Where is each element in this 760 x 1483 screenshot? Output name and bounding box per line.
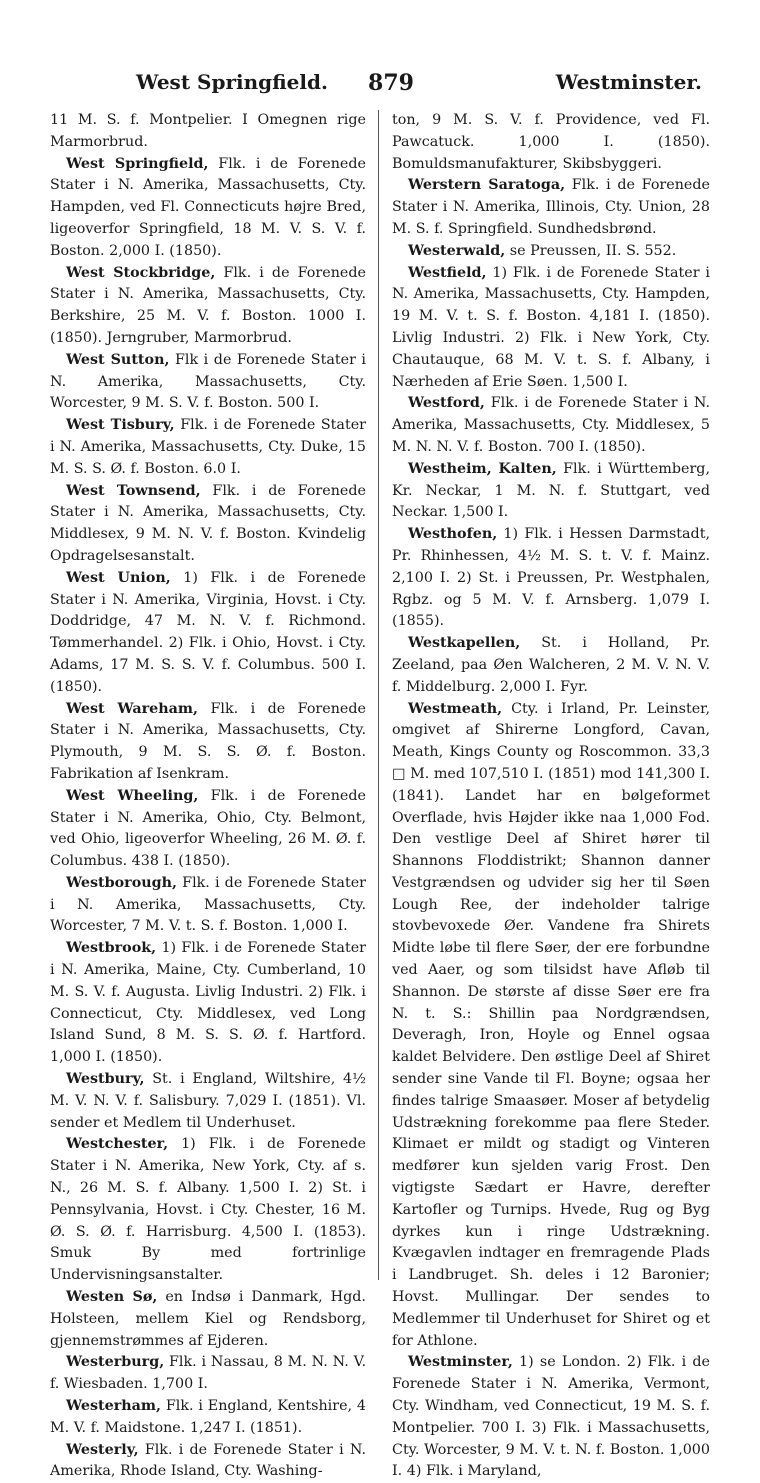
entry xyxy=(50,350,366,415)
right-column xyxy=(392,110,711,1480)
headword: Westhofen, xyxy=(408,526,498,543)
entry xyxy=(50,481,366,568)
headword: West Sutton, xyxy=(66,351,170,368)
headword: Westfield, xyxy=(408,264,487,281)
entry xyxy=(50,1352,366,1396)
headword: Westheim, Kalten, xyxy=(408,460,557,477)
entry-text: Flk. i Württemberg, Kr. Neckar, 1 M. N. f. Stuttgart, ved Neckar. 1,500 I. xyxy=(392,460,710,521)
entry-text: Flk. i de Forenede Stater i N. Amerika, Massachusetts, Cty. Middlesex, 9 M. N. V. f. Boston. Kvindelig Opdragelsesanstalt. xyxy=(50,482,366,564)
entry xyxy=(50,699,366,786)
entry-text: Flk. i de Forenede Stater i N. Amerika, Massachusetts, Cty. Duke, 15 M. S. S. Ø. f. Boston. 6.0 I. xyxy=(50,417,366,477)
entry xyxy=(392,393,710,458)
entry-text: 1) Flk. i de Forenede Stater i N. Amerika, Maine, Cty. Cumberland, 10 M. S. V. f. Augusta. Livlig Industri. 2) Flk. i Connecticut, Cty. Middlesex, ved Long Island Sund, 8 M. S. S. Ø. f. Hartford. 1,000 I. (1850). xyxy=(50,940,366,1066)
entry xyxy=(50,154,366,263)
running-header xyxy=(56,70,712,104)
entry xyxy=(50,1440,366,1483)
entry xyxy=(50,1069,366,1134)
headword: West Stockbridge, xyxy=(66,264,216,281)
entry xyxy=(392,263,710,394)
entry-text: Flk. i de Forenede Stater i N. Amerika, Massachusetts, Cty. Hampden, ved Fl. Connecticuts højre Bred, ligeoverfor Springfield, 18 M. V. S. V. f. Boston. 2,000 I. (1850). xyxy=(50,155,366,259)
entry xyxy=(50,568,366,699)
headword: Werstern Saratoga, xyxy=(408,177,566,194)
entry-text: Flk i de Forenede Stater i N. Amerika, Massachusetts, Cty. Worcester, 9 M. S. V. f. Boston. 500 I. xyxy=(50,351,367,412)
headword: West Union, xyxy=(66,569,171,586)
entry xyxy=(392,459,710,524)
entry-text: Flk. i de Forenede Stater i N. Amerika, Massachusetts, Cty. Berkshire, 25 M. V. f. Boston. 1000 I. (1850). Jerngruber, Marmorbrud. xyxy=(50,264,366,346)
headword: Westmeath, xyxy=(408,700,503,717)
entry-text: Flk. i England, Kentshire, 4 M. V. f. Maidstone. 1,247 I. (1851). xyxy=(50,1398,366,1436)
entry-text: Flk. i de Forenede Stater i N. Amerika, Massachusetts, Cty. Middlesex, 5 M. N. N. V. f. Boston. 700 I. (1850). xyxy=(392,395,710,455)
entry-text: Flk. i de Forenede Stater i N. Amerika, Massachusetts, Cty. Worcester, 7 M. V. t. S. f. Boston. 1,000 I. xyxy=(50,874,366,935)
header-right-catchword: Westminster. xyxy=(555,70,702,94)
entry-text: ton, 9 M. S. V. f. Providence, ved Fl. Pawcatuck. 1,000 I. (1850). Bomuldsmanufakturer, Skibsbyggeri. xyxy=(392,112,710,172)
headword: West Townsend, xyxy=(66,482,201,499)
entry-text: se Preussen, II. S. 552. xyxy=(505,242,677,259)
entry xyxy=(50,786,366,873)
headword: Westerly, xyxy=(66,1441,139,1458)
headword: Westbury, xyxy=(66,1071,145,1088)
headword: Westerburg, xyxy=(66,1354,165,1371)
headword: West Tisbury, xyxy=(66,417,175,434)
entry xyxy=(392,1352,710,1483)
entry xyxy=(50,263,366,350)
entry-text: en Indsø i Danmark, Hgd. Holsteen, mellem Kiel og Rendsborg, gjennemstrømmes af Ejderen. xyxy=(50,1289,366,1349)
entry xyxy=(50,1287,366,1352)
entry xyxy=(392,699,710,1353)
headword: Westerwald, xyxy=(408,242,506,259)
headword: Westborough, xyxy=(66,874,178,891)
entry-text: Flk. i de Forenede Stater i N. Amerika, Illinois, Cty. Union, 28 M. S. f. Springfield. Sundhedsbrønd. xyxy=(392,177,711,237)
entry-text: St. i England, Wiltshire, 4½ M. V. N. V. f. Salisbury. 7,029 I. (1851). Vl. sender et Medlem til Underhuset. xyxy=(50,1071,366,1131)
entry xyxy=(50,938,366,1069)
headword: Westford, xyxy=(408,395,485,412)
entry xyxy=(392,110,710,175)
entry-text: 1) Flk. i de Forenede Stater i N. Amerika, Massachusetts, Cty. Hampden, 19 M. V. t. S. f. Boston. 4,181 I. (1850). Livlig Industri. 2) Flk. i New York, Cty. Chautauque, 68 M. V. t. S. f. Albany, i Nærheden af Erie Søen. 1,500 I. xyxy=(392,264,710,390)
column-divider xyxy=(378,110,379,1280)
entry xyxy=(392,175,710,240)
headword: Westerham, xyxy=(66,1398,162,1415)
entry-text: 1) Flk. i de Forenede Stater i N. Amerika, Virginia, Hovst. i Cty. Doddridge, 47 M. N. V. f. Richmond. Tømmerhandel. 2) Flk. i Ohio, Hovst. i Cty. Adams, 17 M. S. S. V. f. Columbus. 500 I. (1850). xyxy=(50,569,366,695)
headword: Westen Sø, xyxy=(66,1289,158,1306)
entry-text: Flk. i Nassau, 8 M. N. N. V. f. Wiesbaden. 1,700 I. xyxy=(50,1354,366,1393)
headword: West Wheeling, xyxy=(66,787,199,804)
headword: West Wareham, xyxy=(66,700,198,717)
entry-text: 1) Flk. i de Forenede Stater i N. Amerika, New York, Cty. af s. N., 26 M. S. f. Albany. 1,500 I. 2) St. i Pennsylvania, Hovst. i Cty. Chester, 16 M. Ø. S. Ø. f. Harrisburg. 4,500 I. (1853). Smuk By med fortrinlige Undervisningsanstalter. xyxy=(50,1136,366,1284)
entry xyxy=(50,1396,366,1440)
headword: Westminster, xyxy=(408,1354,513,1371)
entry-text: Flk. i de Forenede Stater i N. Amerika, Rhode Island, Cty. Washing- xyxy=(50,1441,366,1480)
entry xyxy=(392,524,710,633)
entry xyxy=(50,415,366,480)
entry xyxy=(392,633,710,698)
left-column xyxy=(50,110,367,1480)
page-number: 879 xyxy=(368,70,414,96)
entry-text: Flk. i de Forenede Stater i N. Amerika, Massachusetts, Cty. Plymouth, 9 M. S. S. Ø. f. Boston. Fabrikation af Isenkram. xyxy=(50,700,366,782)
entry xyxy=(392,241,710,263)
entry-text: 11 M. S. f. Montpelier. I Omegnen rige Marmorbrud. xyxy=(50,112,366,150)
entry-text: St. i Holland, Pr. Zeeland, paa Øen Walcheren, 2 M. V. N. V. f. Middelburg. 2,000 I. Fyr. xyxy=(392,635,710,695)
headword: West Springfield, xyxy=(66,155,209,172)
entry xyxy=(50,873,366,938)
entry xyxy=(50,1134,366,1287)
entry-text: Cty. i Irland, Pr. Leinster, omgivet af Shirerne Longford, Cavan, Meath, Kings County og Roscommon. 33,3 □ M. med 107,510 I. (1851) mod 141,300 I. (1841). Landet har en bølgeformet Overflade, hvis Højder ikke naa 1,000 Fod. Den vestlige Deel af Shiret hører til Shannons Floddistrikt; Shannon danner Vestgrændsen og udvider sig her til Søen Lough Ree, der indeholder talrige stovbevoxede Øer. Vandene fra Shirets Midte løbe til flere Søer, der ere forbundne ved Aaer, og som tilsidst have Afløb til Shannon. De største af disse Søer ere fra N. t. S.: Shillin paa Nordgrændsen, Deveragh, Iron, Hoyle og Ennel ogsaa kaldet Belvidere. Den østlige Deel af Shiret sender sine Vande til Fl. Boyne; ogsaa her findes talrige Smaasøer. Moser af betydelig Udstrækning forekomme paa flere Steder. Klimaet er mildt og stadigt og Vinteren medfører kun sjelden varig Frost. Den vigtigste Sædart er Havre, derefter Kartofler og Turnips. Hvede, Rug og Byg dyrkes kun i ringe Udstrækning. Kvægavlen indtager en fremragende Plads i Landbruget. Sh. deles i 12 Baronier; Hovst. Mullingar. Der sendes to Medlemmer til Underhuset for Shiret og et for Athlone. xyxy=(392,700,710,1349)
header-left-catchword: West Springfield. xyxy=(136,70,328,94)
headword: Westbrook, xyxy=(66,940,157,957)
entry xyxy=(50,110,366,154)
entry-text: Flk. i de Forenede Stater i N. Amerika, Ohio, Cty. Belmont, ved Ohio, ligeoverfor Wheeling, 26 M. Ø. f. Columbus. 438 I. (1850). xyxy=(50,787,366,870)
headword: Westkapellen, xyxy=(408,635,521,652)
entry-text: 1) Flk. i Hessen Darmstadt, Pr. Rhinhessen, 4½ M. S. t. V. f. Mainz. 2,100 I. 2) St. i Preussen, Pr. Westphalen, Rgbz. og 5 M. V. f. Arnsberg. 1,079 I. (1855). xyxy=(392,526,710,630)
headword: Westchester, xyxy=(66,1136,169,1153)
entry-text: 1) se London. 2) Flk. i de Forenede Stater i N. Amerika, Vermont, Cty. Windham, ved Connecticut, 19 M. S. f. Montpelier. 700 I. 3) Flk. i Massachusetts, Cty. Worcester, 9 M. V. t. N. f. Boston. 1,000 I. 4) Flk. i Maryland, xyxy=(392,1354,710,1480)
